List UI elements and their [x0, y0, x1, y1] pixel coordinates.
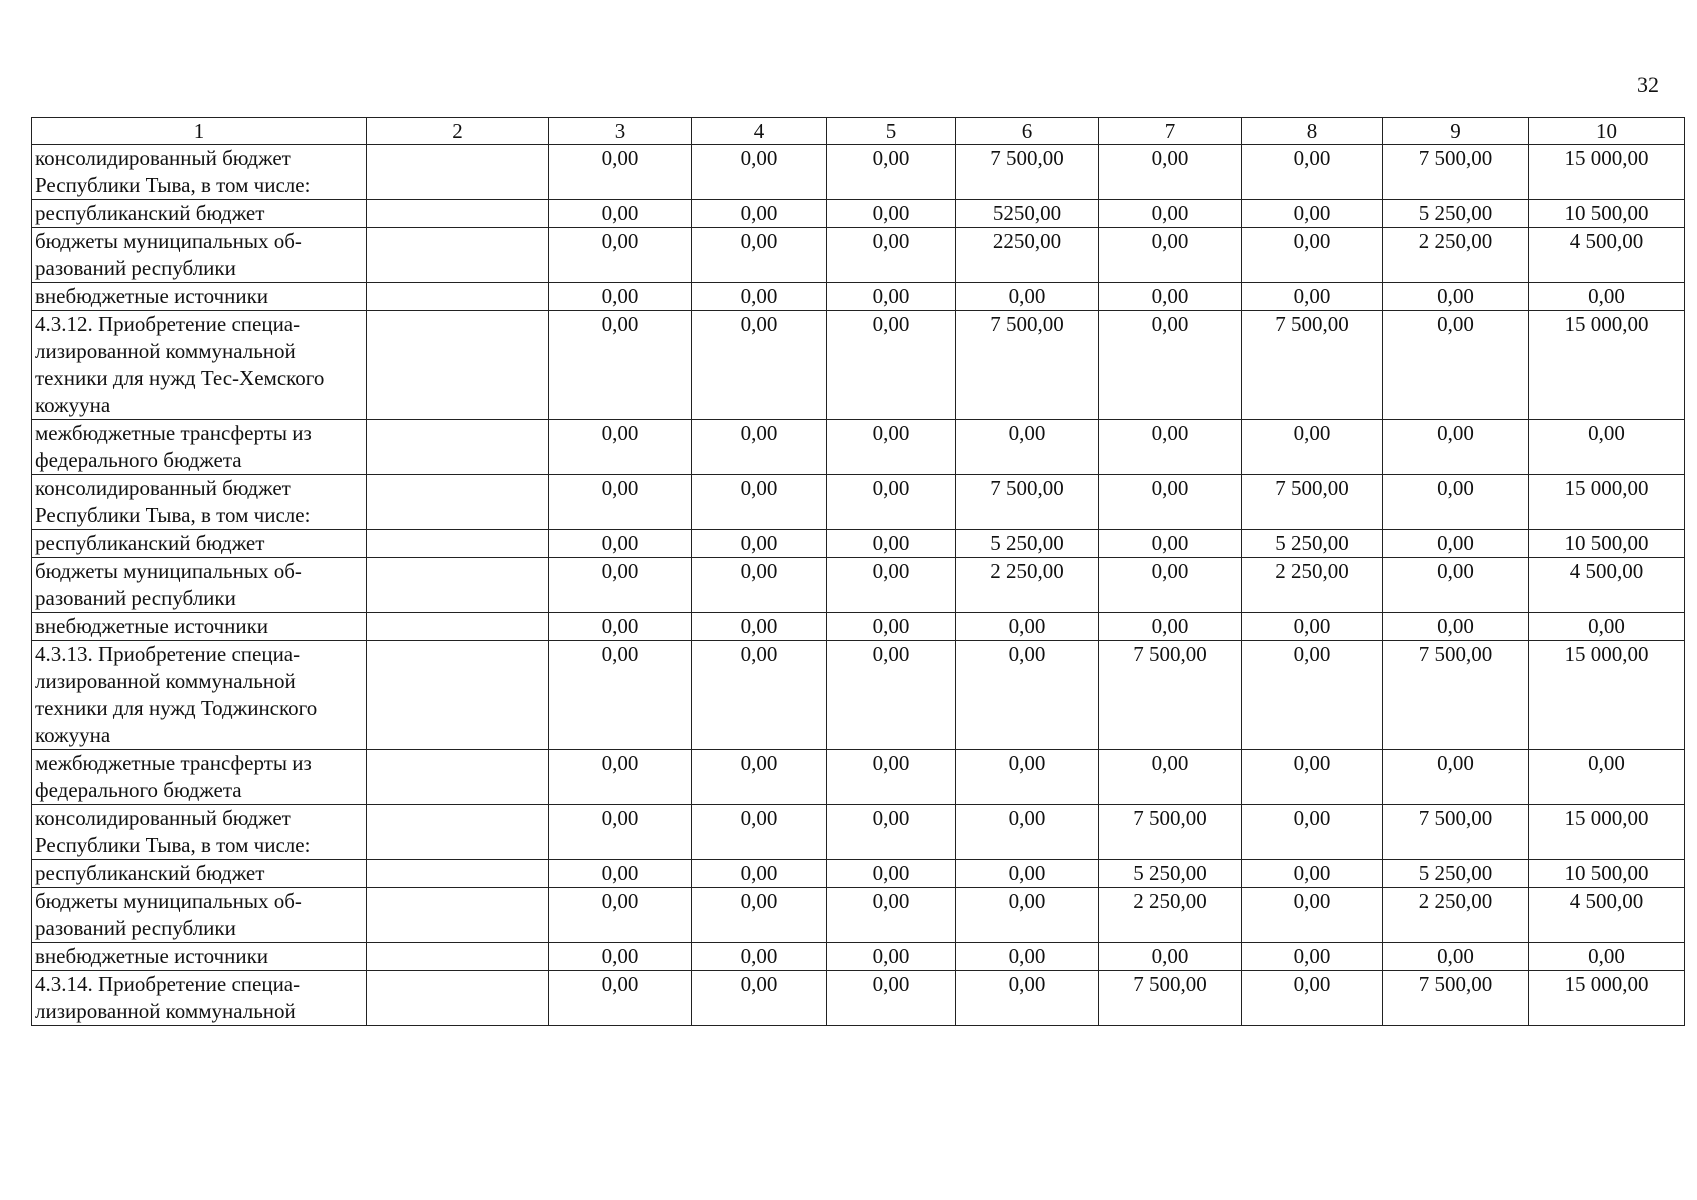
- value-cell-col-10: 15 000,00: [1529, 145, 1685, 200]
- value-cell-col-3: 0,00: [549, 283, 692, 311]
- value-cell-col-9: 0,00: [1383, 613, 1529, 641]
- value-cell-col-3: 0,00: [549, 228, 692, 283]
- table-row: [32, 283, 1685, 311]
- value-cell-col-7: 0,00: [1099, 228, 1242, 283]
- value-cell-col-6: 0,00: [956, 943, 1099, 971]
- value-cell-col-5: 0,00: [827, 145, 956, 200]
- value-cell-col-5: 0,00: [827, 613, 956, 641]
- value-cell-col-9: 7 500,00: [1383, 145, 1529, 200]
- budget-table: [31, 117, 1685, 1026]
- value-cell-col-4: 0,00: [692, 420, 827, 475]
- value-cell-col-8: 7 500,00: [1242, 311, 1383, 420]
- value-cell-col-7: 0,00: [1099, 613, 1242, 641]
- row-label-cell: бюджеты муниципальных об-разований республики: [32, 558, 367, 613]
- value-cell-col-8: 0,00: [1242, 145, 1383, 200]
- column-2-cell: [367, 530, 549, 558]
- value-cell-col-7: 0,00: [1099, 943, 1242, 971]
- value-cell-col-3: 0,00: [549, 145, 692, 200]
- value-cell-col-8: 0,00: [1242, 613, 1383, 641]
- header-cell: 10: [1529, 118, 1685, 145]
- table-row: [32, 475, 1685, 530]
- header-row: [32, 118, 1685, 145]
- value-cell-col-8: 0,00: [1242, 805, 1383, 860]
- value-cell-col-9: 7 500,00: [1383, 641, 1529, 750]
- value-cell-col-7: 0,00: [1099, 475, 1242, 530]
- value-cell-col-8: 5 250,00: [1242, 530, 1383, 558]
- value-cell-col-6: 2 250,00: [956, 558, 1099, 613]
- value-cell-col-10: 10 500,00: [1529, 860, 1685, 888]
- table-row: [32, 613, 1685, 641]
- value-cell-col-6: 0,00: [956, 641, 1099, 750]
- value-cell-col-5: 0,00: [827, 805, 956, 860]
- row-label-cell: бюджеты муниципальных об-разований республики: [32, 888, 367, 943]
- value-cell-col-7: 0,00: [1099, 530, 1242, 558]
- value-cell-col-9: 2 250,00: [1383, 888, 1529, 943]
- table-row: [32, 750, 1685, 805]
- value-cell-col-9: 7 500,00: [1383, 971, 1529, 1026]
- column-2-cell: [367, 888, 549, 943]
- value-cell-col-3: 0,00: [549, 971, 692, 1026]
- value-cell-col-3: 0,00: [549, 888, 692, 943]
- value-cell-col-4: 0,00: [692, 558, 827, 613]
- value-cell-col-7: 0,00: [1099, 420, 1242, 475]
- value-cell-col-6: 5250,00: [956, 200, 1099, 228]
- row-label-cell: внебюджетные источники: [32, 613, 367, 641]
- column-2-cell: [367, 943, 549, 971]
- column-2-cell: [367, 283, 549, 311]
- value-cell-col-8: 0,00: [1242, 641, 1383, 750]
- column-2-cell: [367, 558, 549, 613]
- value-cell-col-10: 0,00: [1529, 283, 1685, 311]
- value-cell-col-5: 0,00: [827, 750, 956, 805]
- value-cell-col-6: 7 500,00: [956, 475, 1099, 530]
- value-cell-col-9: 5 250,00: [1383, 860, 1529, 888]
- value-cell-col-9: 0,00: [1383, 475, 1529, 530]
- row-label-cell: внебюджетные источники: [32, 943, 367, 971]
- value-cell-col-8: 0,00: [1242, 200, 1383, 228]
- value-cell-col-8: 2 250,00: [1242, 558, 1383, 613]
- row-label-cell: консолидированный бюджет Республики Тыва, в том числе:: [32, 145, 367, 200]
- table-row: [32, 420, 1685, 475]
- row-label-cell: консолидированный бюджет Республики Тыва, в том числе:: [32, 475, 367, 530]
- value-cell-col-6: 2250,00: [956, 228, 1099, 283]
- value-cell-col-9: 2 250,00: [1383, 228, 1529, 283]
- header-cell: 1: [32, 118, 367, 145]
- value-cell-col-8: 0,00: [1242, 750, 1383, 805]
- value-cell-col-10: 15 000,00: [1529, 475, 1685, 530]
- value-cell-col-7: 0,00: [1099, 750, 1242, 805]
- row-label-cell: 4.3.12. Приобретение специа-лизированной коммунальной техники для нужд Тес-Хемского кожууна: [32, 311, 367, 420]
- value-cell-col-3: 0,00: [549, 311, 692, 420]
- value-cell-col-9: 0,00: [1383, 420, 1529, 475]
- value-cell-col-5: 0,00: [827, 558, 956, 613]
- value-cell-col-9: 5 250,00: [1383, 200, 1529, 228]
- value-cell-col-8: 0,00: [1242, 283, 1383, 311]
- value-cell-col-5: 0,00: [827, 943, 956, 971]
- value-cell-col-4: 0,00: [692, 971, 827, 1026]
- value-cell-col-9: 0,00: [1383, 311, 1529, 420]
- value-cell-col-10: 15 000,00: [1529, 641, 1685, 750]
- value-cell-col-3: 0,00: [549, 475, 692, 530]
- value-cell-col-3: 0,00: [549, 641, 692, 750]
- table-row: [32, 805, 1685, 860]
- value-cell-col-4: 0,00: [692, 860, 827, 888]
- column-2-cell: [367, 750, 549, 805]
- value-cell-col-9: 0,00: [1383, 558, 1529, 613]
- value-cell-col-4: 0,00: [692, 888, 827, 943]
- value-cell-col-10: 4 500,00: [1529, 558, 1685, 613]
- value-cell-col-10: 0,00: [1529, 750, 1685, 805]
- value-cell-col-5: 0,00: [827, 200, 956, 228]
- value-cell-col-5: 0,00: [827, 283, 956, 311]
- value-cell-col-5: 0,00: [827, 311, 956, 420]
- value-cell-col-8: 0,00: [1242, 228, 1383, 283]
- value-cell-col-8: 0,00: [1242, 420, 1383, 475]
- value-cell-col-5: 0,00: [827, 971, 956, 1026]
- row-label-cell: 4.3.14. Приобретение специа-лизированной коммунальной: [32, 971, 367, 1026]
- value-cell-col-7: 7 500,00: [1099, 805, 1242, 860]
- value-cell-col-8: 0,00: [1242, 971, 1383, 1026]
- table-row: [32, 888, 1685, 943]
- header-cell: 4: [692, 118, 827, 145]
- column-2-cell: [367, 311, 549, 420]
- table-row: [32, 530, 1685, 558]
- value-cell-col-5: 0,00: [827, 860, 956, 888]
- page-number: 32: [1637, 72, 1659, 97]
- value-cell-col-8: 0,00: [1242, 888, 1383, 943]
- value-cell-col-3: 0,00: [549, 943, 692, 971]
- value-cell-col-10: 0,00: [1529, 943, 1685, 971]
- value-cell-col-10: 0,00: [1529, 613, 1685, 641]
- value-cell-col-10: 10 500,00: [1529, 530, 1685, 558]
- row-label-cell: республиканский бюджет: [32, 530, 367, 558]
- value-cell-col-7: 5 250,00: [1099, 860, 1242, 888]
- value-cell-col-7: 0,00: [1099, 283, 1242, 311]
- value-cell-col-9: 0,00: [1383, 750, 1529, 805]
- header-cell: 3: [549, 118, 692, 145]
- table-row: [32, 200, 1685, 228]
- value-cell-col-6: 7 500,00: [956, 311, 1099, 420]
- value-cell-col-5: 0,00: [827, 228, 956, 283]
- value-cell-col-9: 7 500,00: [1383, 805, 1529, 860]
- header-cell: 9: [1383, 118, 1529, 145]
- value-cell-col-10: 0,00: [1529, 420, 1685, 475]
- value-cell-col-4: 0,00: [692, 943, 827, 971]
- value-cell-col-3: 0,00: [549, 558, 692, 613]
- value-cell-col-6: 0,00: [956, 860, 1099, 888]
- column-2-cell: [367, 805, 549, 860]
- value-cell-col-4: 0,00: [692, 750, 827, 805]
- value-cell-col-4: 0,00: [692, 283, 827, 311]
- column-2-cell: [367, 475, 549, 530]
- row-label-cell: республиканский бюджет: [32, 860, 367, 888]
- value-cell-col-6: 0,00: [956, 888, 1099, 943]
- table-row: [32, 228, 1685, 283]
- row-label-cell: межбюджетные трансферты из федерального бюджета: [32, 420, 367, 475]
- column-2-cell: [367, 145, 549, 200]
- value-cell-col-7: 7 500,00: [1099, 971, 1242, 1026]
- value-cell-col-3: 0,00: [549, 200, 692, 228]
- table-row: [32, 860, 1685, 888]
- column-2-cell: [367, 641, 549, 750]
- column-2-cell: [367, 200, 549, 228]
- row-label-cell: 4.3.13. Приобретение специа-лизированной коммунальной техники для нужд Тоджинского кожууна: [32, 641, 367, 750]
- value-cell-col-10: 4 500,00: [1529, 888, 1685, 943]
- value-cell-col-7: 0,00: [1099, 311, 1242, 420]
- column-2-cell: [367, 228, 549, 283]
- value-cell-col-9: 0,00: [1383, 530, 1529, 558]
- header-cell: 6: [956, 118, 1099, 145]
- value-cell-col-6: 7 500,00: [956, 145, 1099, 200]
- value-cell-col-9: 0,00: [1383, 283, 1529, 311]
- value-cell-col-8: 0,00: [1242, 860, 1383, 888]
- value-cell-col-7: 7 500,00: [1099, 641, 1242, 750]
- value-cell-col-8: 0,00: [1242, 943, 1383, 971]
- value-cell-col-4: 0,00: [692, 641, 827, 750]
- column-2-cell: [367, 613, 549, 641]
- value-cell-col-10: 15 000,00: [1529, 805, 1685, 860]
- table-row: [32, 558, 1685, 613]
- value-cell-col-4: 0,00: [692, 613, 827, 641]
- column-2-cell: [367, 971, 549, 1026]
- value-cell-col-3: 0,00: [549, 613, 692, 641]
- column-2-cell: [367, 420, 549, 475]
- value-cell-col-6: 0,00: [956, 805, 1099, 860]
- value-cell-col-6: 0,00: [956, 971, 1099, 1026]
- value-cell-col-7: 2 250,00: [1099, 888, 1242, 943]
- value-cell-col-4: 0,00: [692, 311, 827, 420]
- value-cell-col-6: 0,00: [956, 420, 1099, 475]
- value-cell-col-4: 0,00: [692, 228, 827, 283]
- value-cell-col-3: 0,00: [549, 805, 692, 860]
- value-cell-col-8: 7 500,00: [1242, 475, 1383, 530]
- table-row: [32, 971, 1685, 1026]
- header-cell: 5: [827, 118, 956, 145]
- value-cell-col-7: 0,00: [1099, 558, 1242, 613]
- header-cell: 7: [1099, 118, 1242, 145]
- value-cell-col-4: 0,00: [692, 200, 827, 228]
- table-row: [32, 641, 1685, 750]
- row-label-cell: внебюджетные источники: [32, 283, 367, 311]
- value-cell-col-4: 0,00: [692, 805, 827, 860]
- row-label-cell: республиканский бюджет: [32, 200, 367, 228]
- value-cell-col-5: 0,00: [827, 530, 956, 558]
- header-cell: 2: [367, 118, 549, 145]
- value-cell-col-5: 0,00: [827, 420, 956, 475]
- value-cell-col-3: 0,00: [549, 750, 692, 805]
- row-label-cell: консолидированный бюджет Республики Тыва, в том числе:: [32, 805, 367, 860]
- row-label-cell: бюджеты муниципальных об-разований республики: [32, 228, 367, 283]
- value-cell-col-5: 0,00: [827, 641, 956, 750]
- value-cell-col-3: 0,00: [549, 420, 692, 475]
- table-row: [32, 145, 1685, 200]
- value-cell-col-7: 0,00: [1099, 145, 1242, 200]
- value-cell-col-4: 0,00: [692, 145, 827, 200]
- value-cell-col-9: 0,00: [1383, 943, 1529, 971]
- value-cell-col-10: 10 500,00: [1529, 200, 1685, 228]
- value-cell-col-6: 0,00: [956, 613, 1099, 641]
- value-cell-col-7: 0,00: [1099, 200, 1242, 228]
- value-cell-col-6: 5 250,00: [956, 530, 1099, 558]
- value-cell-col-3: 0,00: [549, 860, 692, 888]
- value-cell-col-4: 0,00: [692, 530, 827, 558]
- value-cell-col-5: 0,00: [827, 475, 956, 530]
- value-cell-col-4: 0,00: [692, 475, 827, 530]
- value-cell-col-5: 0,00: [827, 888, 956, 943]
- table-row: [32, 943, 1685, 971]
- value-cell-col-6: 0,00: [956, 283, 1099, 311]
- value-cell-col-10: 15 000,00: [1529, 971, 1685, 1026]
- table-row: [32, 311, 1685, 420]
- column-2-cell: [367, 860, 549, 888]
- header-cell: 8: [1242, 118, 1383, 145]
- value-cell-col-10: 4 500,00: [1529, 228, 1685, 283]
- table-body: [32, 145, 1685, 1026]
- value-cell-col-10: 15 000,00: [1529, 311, 1685, 420]
- row-label-cell: межбюджетные трансферты из федерального бюджета: [32, 750, 367, 805]
- value-cell-col-6: 0,00: [956, 750, 1099, 805]
- value-cell-col-3: 0,00: [549, 530, 692, 558]
